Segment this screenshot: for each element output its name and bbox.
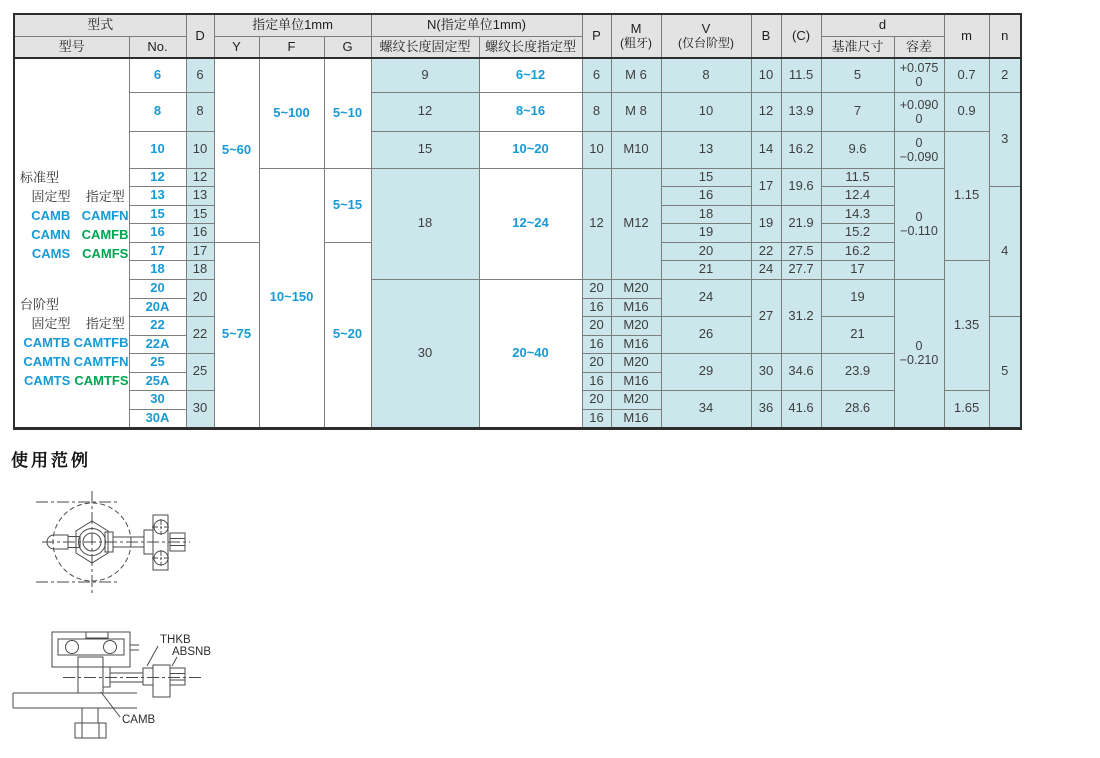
cell-d-17: 17 — [186, 242, 214, 260]
cell-n-13: 4 — [989, 186, 1021, 316]
bearing-ball-left — [66, 641, 79, 654]
bracket-plate — [153, 665, 170, 697]
cell-p-30: 20 — [582, 390, 611, 409]
std-column-labels — [20, 188, 129, 207]
cell-d-base-6: 5 — [821, 58, 894, 92]
cell-no-17: 17 — [129, 242, 186, 260]
cell-v-6: 8 — [661, 58, 751, 92]
cell-thread-8: M 8 — [611, 92, 661, 131]
dimension-spec-table — [13, 13, 1022, 430]
header-model: 型号 — [14, 37, 129, 59]
cell-d-6: 6 — [186, 58, 214, 92]
header-g: G — [324, 37, 371, 59]
cell-no-6: 6 — [129, 58, 186, 92]
model-code-camfb: CAMFB — [81, 226, 129, 242]
model-code-camtn: CAMTN — [23, 353, 71, 369]
model-code-camtfs: CAMTFS — [74, 372, 129, 388]
fixed-type-label: 固定型 — [31, 315, 71, 331]
cell-n-22: 5 — [989, 316, 1021, 428]
header-p: P — [582, 14, 611, 58]
header-unit-1mm: 指定单位1mm — [214, 14, 371, 37]
cell-d-15: 15 — [186, 205, 214, 223]
cell-c-25: 34.6 — [781, 353, 821, 390]
step-column-labels — [20, 315, 129, 334]
cell-no-8: 8 — [129, 92, 186, 131]
std-type-title: 标准型 — [20, 169, 60, 185]
cell-no-15: 15 — [129, 205, 186, 223]
cell-d-base-20: 19 — [821, 279, 894, 316]
cell-n-fixed-20: 30 — [371, 279, 479, 428]
header-m-thread — [611, 14, 661, 58]
cell-c-18: 27.7 — [781, 260, 821, 279]
step-type-group — [20, 296, 129, 391]
cell-n-8: 3 — [989, 92, 1021, 186]
cell-c-12: 19.6 — [781, 168, 821, 205]
specified-type-label: 指定型 — [85, 188, 125, 204]
cell-p-25: 20 — [582, 353, 611, 372]
cell-b-12: 17 — [751, 168, 781, 205]
cell-d-30: 30 — [186, 390, 214, 428]
hex-nut-side — [170, 668, 185, 685]
cell-p-20A: 16 — [582, 298, 611, 316]
cell-v-20: 24 — [661, 279, 751, 316]
usage-example-heading: 使用范例 — [11, 451, 91, 470]
cell-n-spec-6: 6~12 — [479, 58, 582, 92]
cell-thread-20: M20 — [611, 279, 661, 298]
cell-v-25: 29 — [661, 353, 751, 390]
bearing-housing — [52, 632, 130, 667]
header-d: D — [186, 14, 214, 58]
housing-top-boss — [86, 632, 108, 638]
cell-d-base-22: 21 — [821, 316, 894, 353]
model-code-camts: CAMTS — [24, 372, 71, 388]
model-code-camn: CAMN — [31, 226, 71, 242]
header-v-label: V — [701, 21, 711, 36]
cell-b-18: 24 — [751, 260, 781, 279]
cell-b-6: 10 — [751, 58, 781, 92]
cell-d-12: 12 — [186, 168, 214, 186]
cell-b-25: 30 — [751, 353, 781, 390]
cell-v-16: 19 — [661, 223, 751, 242]
model-code-row — [20, 353, 129, 372]
header-m-label: M — [630, 21, 642, 36]
cell-b-8: 12 — [751, 92, 781, 131]
cell-c-17: 27.5 — [781, 242, 821, 260]
cell-d-18: 18 — [186, 260, 214, 279]
cell-thread-12: M12 — [611, 168, 661, 279]
cell-v-22: 26 — [661, 316, 751, 353]
header-d-base: 基准尺寸 — [821, 37, 894, 59]
cell-no-30A: 30A — [129, 409, 186, 428]
cell-no-22: 22 — [129, 316, 186, 335]
cell-d-base-13: 12.4 — [821, 186, 894, 205]
bolt-head — [75, 723, 106, 738]
model-code-row — [20, 207, 129, 226]
header-no: No. — [129, 37, 186, 59]
header-m-sub: (粗牙) — [620, 35, 653, 50]
model-code-row — [20, 334, 129, 353]
cell-d-16: 16 — [186, 223, 214, 242]
cell-p-30A: 16 — [582, 409, 611, 428]
cell-n-fixed-8: 12 — [371, 92, 479, 131]
cell-p-22: 20 — [582, 316, 611, 335]
model-code-row — [20, 226, 129, 245]
cell-d-base-12: 11.5 — [821, 168, 894, 186]
cell-n-spec-20: 20~40 — [479, 279, 582, 428]
cell-f-12: 10~150 — [259, 168, 324, 428]
model-code-camb: CAMB — [31, 207, 71, 223]
cell-d-base-15: 14.3 — [821, 205, 894, 223]
cell-no-12: 12 — [129, 168, 186, 186]
cell-no-18: 18 — [129, 260, 186, 279]
label-thkb: THKB — [160, 634, 191, 646]
cell-d-base-30: 28.6 — [821, 390, 894, 428]
cell-p-12: 12 — [582, 168, 611, 279]
model-code-camtb: CAMTB — [23, 334, 71, 350]
cell-d-base-25: 23.9 — [821, 353, 894, 390]
usage-axial-view-drawing — [28, 486, 206, 608]
cell-thread-10: M10 — [611, 131, 661, 168]
cell-v-15: 18 — [661, 205, 751, 223]
model-code-cams: CAMS — [31, 245, 71, 261]
cell-c-30: 41.6 — [781, 390, 821, 428]
model-code-row — [20, 372, 129, 391]
cell-thread-25: M20 — [611, 353, 661, 372]
model-code-camtfb: CAMTFB — [73, 334, 129, 350]
cell-p-10: 10 — [582, 131, 611, 168]
cell-d-base-10: 9.6 — [821, 131, 894, 168]
cell-d-base-16: 15.2 — [821, 223, 894, 242]
cell-y-17: 5~75 — [214, 242, 259, 428]
cell-no-20: 20 — [129, 279, 186, 298]
label-camb: CAMB — [122, 714, 156, 726]
cell-thread-30A: M16 — [611, 409, 661, 428]
cell-no-22A: 22A — [129, 335, 186, 353]
header-c: (C) — [781, 14, 821, 58]
cell-d-base-17: 16.2 — [821, 242, 894, 260]
cell-v-10: 13 — [661, 131, 751, 168]
cell-d-10: 10 — [186, 131, 214, 168]
header-v — [661, 14, 751, 58]
cell-no-20A: 20A — [129, 298, 186, 316]
model-code-camtfn: CAMTFN — [73, 353, 129, 369]
cell-m-30: 1.65 — [944, 390, 989, 428]
cell-b-10: 14 — [751, 131, 781, 168]
cell-p-20: 20 — [582, 279, 611, 298]
cell-thread-22A: M16 — [611, 335, 661, 353]
header-n-fixed: 螺纹长度固定型 — [371, 37, 479, 59]
cell-m-8: 0.9 — [944, 92, 989, 131]
cell-g-6: 5~10 — [324, 58, 371, 168]
label-absnb: ABSNB — [172, 646, 211, 658]
cam-follower-body — [78, 657, 103, 693]
header-n2: n — [989, 14, 1021, 58]
header-type: 型式 — [14, 14, 186, 37]
cell-d-base-8: 7 — [821, 92, 894, 131]
cell-thread-20A: M16 — [611, 298, 661, 316]
cell-c-15: 21.9 — [781, 205, 821, 242]
cell-no-10: 10 — [129, 131, 186, 168]
cell-c-10: 16.2 — [781, 131, 821, 168]
usage-side-view-drawing — [8, 622, 226, 756]
leader-line-absnb — [172, 657, 177, 666]
header-f: F — [259, 37, 324, 59]
cell-n-spec-10: 10~20 — [479, 131, 582, 168]
cell-f-6: 5~100 — [259, 58, 324, 168]
specified-type-label: 指定型 — [85, 315, 125, 331]
cell-d-tol-10: 0 −0.090 — [894, 131, 944, 168]
cell-n-6: 2 — [989, 58, 1021, 92]
header-y: Y — [214, 37, 259, 59]
cell-thread-30: M20 — [611, 390, 661, 409]
header-m2: m — [944, 14, 989, 58]
cell-n-spec-12: 12~24 — [479, 168, 582, 279]
cell-b-30: 36 — [751, 390, 781, 428]
cell-m-10: 1.15 — [944, 131, 989, 260]
cell-p-22A: 16 — [582, 335, 611, 353]
cell-c-20: 31.2 — [781, 279, 821, 353]
cell-g-12: 5~15 — [324, 168, 371, 242]
cell-d-tol-12: 0 −0.110 — [894, 168, 944, 279]
cell-d-tol-20: 0 −0.210 — [894, 279, 944, 428]
cell-d-25: 25 — [186, 353, 214, 390]
cell-d-base-18: 17 — [821, 260, 894, 279]
cell-v-8: 10 — [661, 92, 751, 131]
header-n-specified: 螺纹长度指定型 — [479, 37, 582, 59]
bearing-ball-right — [104, 641, 117, 654]
cell-d-20: 20 — [186, 279, 214, 316]
cell-thread-25A: M16 — [611, 372, 661, 390]
model-code-row — [20, 245, 129, 264]
cell-n-fixed-6: 9 — [371, 58, 479, 92]
cell-n-fixed-10: 15 — [371, 131, 479, 168]
cell-no-25A: 25A — [129, 372, 186, 390]
cell-no-16: 16 — [129, 223, 186, 242]
cell-d-13: 13 — [186, 186, 214, 205]
header-d-tol: 容差 — [894, 37, 944, 59]
cell-no-25: 25 — [129, 353, 186, 372]
cell-d-22: 22 — [186, 316, 214, 353]
fixed-type-label: 固定型 — [31, 188, 71, 204]
cell-n-fixed-12: 18 — [371, 168, 479, 279]
cell-d-8: 8 — [186, 92, 214, 131]
cell-b-15: 19 — [751, 205, 781, 242]
cell-p-6: 6 — [582, 58, 611, 92]
cell-y-6: 5~60 — [214, 58, 259, 242]
cell-v-18: 21 — [661, 260, 751, 279]
cell-c-6: 11.5 — [781, 58, 821, 92]
cell-b-20: 27 — [751, 279, 781, 353]
model-list-cell — [14, 58, 129, 428]
cell-v-30: 34 — [661, 390, 751, 428]
cell-b-17: 22 — [751, 242, 781, 260]
leader-line-camb — [101, 692, 120, 717]
leader-line-thkb — [147, 646, 158, 666]
std-type-group — [20, 169, 129, 264]
model-code-camfs: CAMFS — [82, 245, 129, 261]
bolt-shank — [82, 708, 98, 723]
header-n-group: N(指定单位1mm) — [371, 14, 582, 37]
cell-thread-6: M 6 — [611, 58, 661, 92]
cell-c-8: 13.9 — [781, 92, 821, 131]
cell-d-tol-6: +0.075 0 — [894, 58, 944, 92]
cell-m-6: 0.7 — [944, 58, 989, 92]
cell-m-18: 1.35 — [944, 260, 989, 390]
cell-v-12: 15 — [661, 168, 751, 186]
cell-no-13: 13 — [129, 186, 186, 205]
cell-n-spec-8: 8~16 — [479, 92, 582, 131]
cell-v-13: 16 — [661, 186, 751, 205]
cell-p-25A: 16 — [582, 372, 611, 390]
header-d-small: d — [821, 14, 944, 37]
cell-thread-22: M20 — [611, 316, 661, 335]
cell-p-8: 8 — [582, 92, 611, 131]
cell-v-17: 20 — [661, 242, 751, 260]
step-type-title: 台阶型 — [20, 296, 60, 312]
model-code-camfn: CAMFN — [81, 207, 129, 223]
cell-d-tol-8: +0.090 0 — [894, 92, 944, 131]
spacer-block — [143, 668, 153, 685]
cell-no-30: 30 — [129, 390, 186, 409]
header-b: B — [751, 14, 781, 58]
header-v-sub: (仅台阶型) — [678, 35, 735, 50]
cell-g-17: 5~20 — [324, 242, 371, 428]
